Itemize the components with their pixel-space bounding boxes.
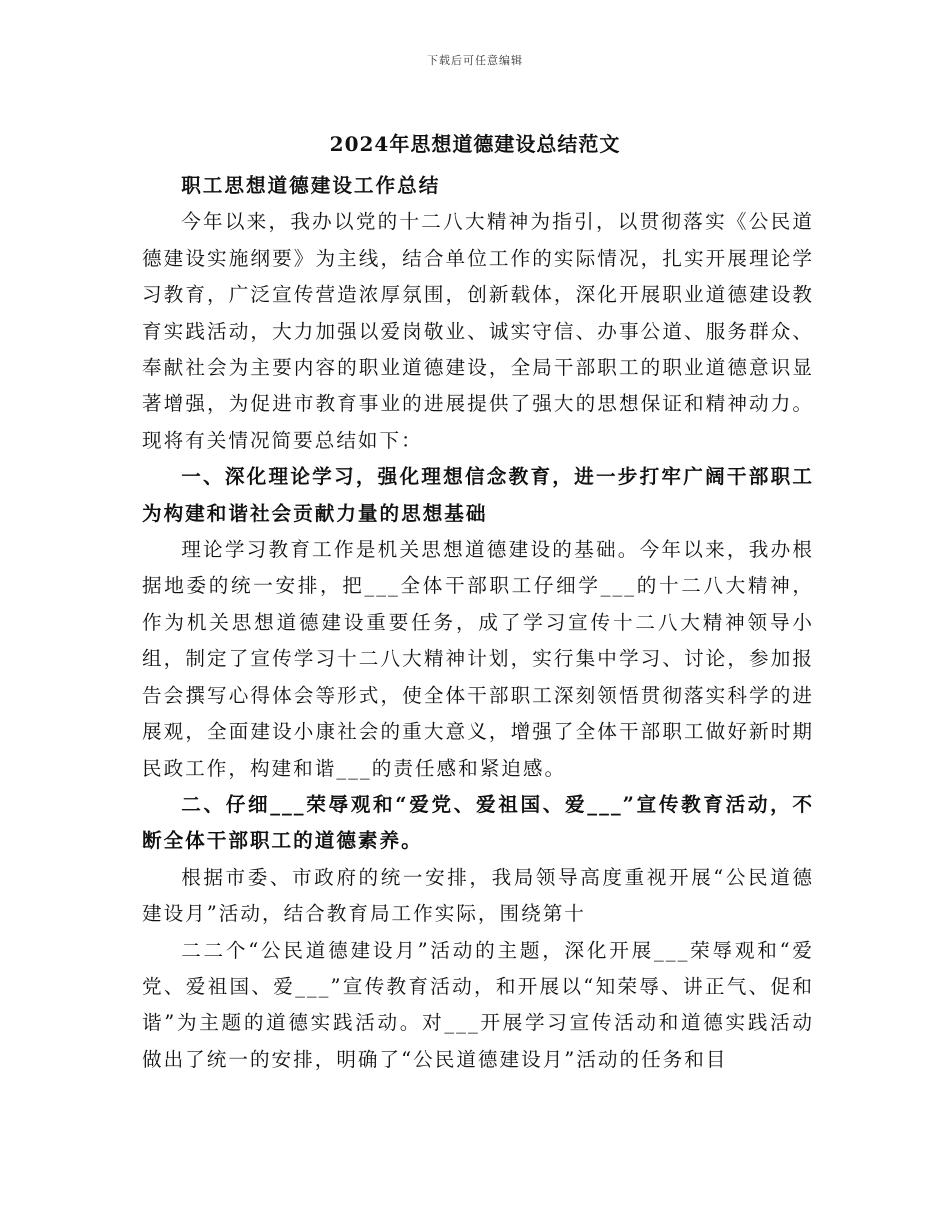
document-title: 2024年思想道德建设总结范文 bbox=[329, 132, 621, 156]
section-1-paragraph: 理论学习教育工作是机关思想道德建设的基础。今年以来，我办根据地委的统一安排，把___全体干部职工仔细学___的十二八大精神，作为机关思想道德建设重要任务，成了学习宣传十二八大精神领导小组，制定了宣传学习十二八大精神计划，实行集中学习、讨论，参加报告会撰写心得体会等形式，使全体干部职工深刻领悟贯彻落实科学的进展观，全面建设小康社会的重大意义，增强了全体干部职工做好新时期民政工作，构建和谐___的责任感和紧迫感。 bbox=[142, 538, 814, 780]
page-header-note: 下载后可任意编辑 bbox=[427, 54, 523, 67]
document-body bbox=[142, 168, 814, 1078]
section-heading-2: 二、仔细___荣辱观和“爱党、爱祖国、爱___”宣传教育活动，不断全体干部职工的道德素养。 bbox=[142, 792, 814, 853]
section-2-paragraph-1: 根据市委、市政府的统一安排，我局领导高度重视开展“公民道德建设月”活动，结合教育局工作实际，围绕第十 bbox=[142, 865, 814, 926]
document-subtitle: 职工思想道德建设工作总结 bbox=[181, 174, 441, 197]
intro-paragraph: 今年以来，我办以党的十二八大精神为指引，以贯彻落实《公民道德建设实施纲要》为主线，结合单位工作的实际情况，扎实开展理论学习教育，广泛宣传营造浓厚氛围，创新载体，深化开展职业道德建设教育实践活动，大力加强以爱岗敬业、诚实守信、办事公道、服务群众、奉献社会为主要内容的职业道德建设，全局干部职工的职业道德意识显著增强，为促进市教育事业的进展提供了强大的思想保证和精神动力。现将有关情况简要总结如下： bbox=[142, 210, 814, 452]
section-heading-1: 一、深化理论学习，强化理想信念教育，进一步打牢广阔干部职工为构建和谐社会贡献力量的思想基础 bbox=[142, 465, 814, 525]
section-2-paragraph-2: 二二个“公民道德建设月”活动的主题，深化开展___荣辱观和“爱党、爱祖国、爱___”宣传教育活动，和开展以“知荣辱、讲正气、促和谐”为主题的道德实践活动。对___开展学习宣传活动和道德实践活动做出了统一的安排，明确了“公民道德建设月”活动的任务和目 bbox=[142, 938, 814, 1071]
